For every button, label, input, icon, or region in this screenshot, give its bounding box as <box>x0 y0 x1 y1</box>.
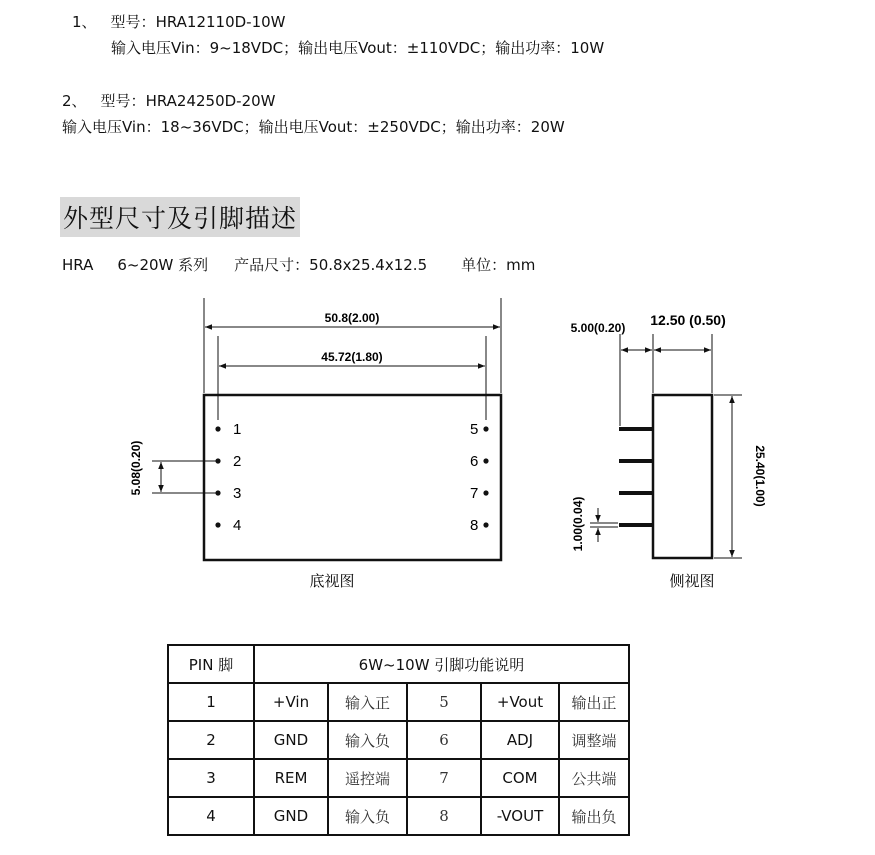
series-name: HRA <box>62 256 94 274</box>
dim-body-depth: 12.50 (0.50) <box>650 312 726 328</box>
pin-desc-cell: 输出正 <box>559 683 629 721</box>
pin-number: 7 <box>470 485 479 502</box>
pin-number-cell: 1 <box>168 683 254 721</box>
pin-number: 4 <box>233 517 242 534</box>
pin-dot <box>483 490 488 495</box>
pin-number: 8 <box>470 517 479 534</box>
side-pin <box>619 491 653 495</box>
pin-number-cell: 4 <box>168 797 254 835</box>
series-range: 6~20W 系列 <box>117 256 209 274</box>
pin-number: 2 <box>233 453 242 470</box>
pin-dot <box>215 522 220 527</box>
dim-pin-diameter: 1.00(0.04) <box>571 496 585 552</box>
dim-inner-width: 45.72(1.80) <box>321 350 383 364</box>
pin-number-cell: 6 <box>407 721 481 759</box>
pin-dot <box>215 458 220 463</box>
model-1-spec: 输入电压Vin：9~18VDC；输出电压Vout：±110VDC；输出功率：10W <box>111 39 605 57</box>
side-pin <box>619 459 653 463</box>
model-2-label: 型号： <box>100 92 146 110</box>
side-pin <box>619 427 653 431</box>
dim-outer-width: 50.8(2.00) <box>324 311 380 325</box>
side-pin <box>619 523 653 527</box>
pin-desc-cell: 输入正 <box>328 683 407 721</box>
bottom-view-caption: 底视图 <box>309 572 355 590</box>
pin-number-cell: 2 <box>168 721 254 759</box>
pin-name-cell: COM <box>481 759 559 797</box>
side-view <box>590 334 742 558</box>
pin-desc-cell: 输入负 <box>328 721 407 759</box>
model-2-spec: 输入电压Vin：18~36VDC；输出电压Vout：±250VDC；输出功率：20W <box>62 118 565 136</box>
table-row <box>168 683 629 721</box>
module-body-outline <box>204 395 501 560</box>
section-heading: 外型尺寸及引脚描述 <box>60 197 300 237</box>
model-1-index: 1、 <box>72 13 97 31</box>
pin-desc-cell: 公共端 <box>559 759 629 797</box>
table-row <box>168 797 629 835</box>
pin-function-table <box>167 644 630 836</box>
pin-number-cell: 8 <box>407 797 481 835</box>
model-2-value: HRA24250D-20W <box>145 92 276 110</box>
pin-name-cell: ADJ <box>481 721 559 759</box>
bottom-view <box>152 298 501 560</box>
table-row <box>168 721 629 759</box>
dim-pin-pitch: 5.08(0.20) <box>129 440 143 496</box>
dim-height: 25.40(1.00) <box>753 445 767 507</box>
pin-dot <box>483 458 488 463</box>
table-row <box>168 759 629 797</box>
pin-desc-cell: 输入负 <box>328 797 407 835</box>
pin-number-cell: 3 <box>168 759 254 797</box>
pin-name-cell: +Vin <box>254 683 328 721</box>
pin-dot <box>483 426 488 431</box>
unit-label: 单位：mm <box>461 256 536 274</box>
side-view-caption: 侧视图 <box>669 572 715 590</box>
pin-number-cell: 7 <box>407 759 481 797</box>
module-side-outline <box>653 395 712 558</box>
model-2-index: 2、 <box>62 92 87 110</box>
pin-name-cell: GND <box>254 721 328 759</box>
model-1-label: 型号： <box>110 13 156 31</box>
pin-number: 1 <box>233 421 242 438</box>
pin-number: 3 <box>233 485 242 502</box>
pin-desc-cell: 遥控端 <box>328 759 407 797</box>
pin-name-cell: REM <box>254 759 328 797</box>
pin-number: 5 <box>470 421 479 438</box>
header-description: 6W~10W 引脚功能说明 <box>254 645 629 683</box>
pin-name-cell: -VOUT <box>481 797 559 835</box>
table-header-row <box>168 645 629 683</box>
dim-pin-length: 5.00(0.20) <box>570 321 626 335</box>
pin-number-cell: 5 <box>407 683 481 721</box>
pin-number: 6 <box>470 453 479 470</box>
pin-name-cell: +Vout <box>481 683 559 721</box>
header-pin: PIN 脚 <box>168 645 254 683</box>
pin-dot <box>483 522 488 527</box>
pin-dot <box>215 490 220 495</box>
product-size: 产品尺寸：50.8x25.4x12.5 <box>234 256 428 274</box>
pin-desc-cell: 调整端 <box>559 721 629 759</box>
pin-dot <box>215 426 220 431</box>
pin-name-cell: GND <box>254 797 328 835</box>
model-1-value: HRA12110D-10W <box>155 13 286 31</box>
pin-desc-cell: 输出负 <box>559 797 629 835</box>
